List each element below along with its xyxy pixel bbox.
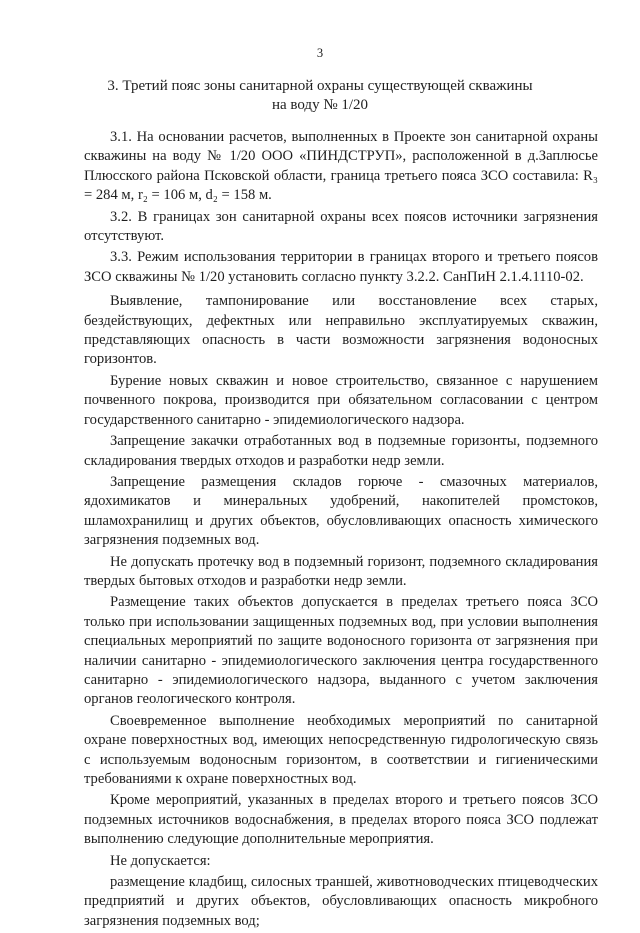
paragraph-surface-water: Своевременное выполнение необходимых мероприятий по санитарной охране поверхностных вод, имеющих непосредственную гидрологическую связь с используемым водоносным горизонтом, в соответствии и гигиеническими требованиями к охране поверхностных вод. bbox=[84, 712, 598, 787]
section-heading-line-1: 3. Третий пояс зоны санитарной охраны существующей скважины bbox=[107, 78, 533, 94]
paragraph-leak-prevention: Не допускать протечку вод в подземный горизонт, подземного складирования твердых бытовых отходов и разработки недр земли. bbox=[84, 553, 598, 589]
paragraph-storage-ban: Запрещение размещения складов горюче - смазочных материалов, ядохимикатов и минеральных удобрений, накопителей промстоков, шламохранилищ и других объектов, обусловливающих опасность химического загрязнения подземных вод. bbox=[84, 473, 598, 549]
page-number: 3 bbox=[316, 46, 324, 60]
paragraph-3-3: 3.3. Режим использования территории в границах второго и третьего поясов ЗСО скважины № 1/20 установить согласно пункту 3.2.2. СанПиН 2.1.4.1110-02. bbox=[84, 249, 598, 285]
paragraph-not-allowed: Не допускается: bbox=[110, 852, 211, 869]
paragraph-new-drilling: Бурение новых скважин и новое строительство, связанное с нарушением почвенного покрова, производится при обязательном согласовании с центром государственного санитарно - эпидемиологического надзора. bbox=[84, 372, 598, 428]
paragraph-injection-ban: Запрещение закачки отработанных вод в подземные горизонты, подземного складирования твердых отходов и разработки недр земли. bbox=[84, 433, 598, 469]
paragraph-additional-measures: Кроме мероприятий, указанных в пределах второго и третьего поясов ЗСО подземных источников водоснабжения, в пределах второго пояса ЗСО подлежат выполнению следующие дополнительные мероприятия. bbox=[84, 792, 598, 848]
section-heading bbox=[60, 77, 580, 115]
section-heading-line-2: на воду № 1/20 bbox=[271, 97, 369, 113]
paragraph-3-1: 3.1. На основании расчетов, выполненных в Проекте зон санитарной охраны скважины на воду № 1/20 ООО «ПИНДСТРУП», расположенной в д.Заплюсье Плюсского района Псковской области, граница третьего пояса ЗСО составила: R₃ = 284 м, r₂ = 106 м, d₂ = 158 м. bbox=[84, 129, 598, 204]
paragraph-cemeteries: размещение кладбищ, силосных траншей, животноводческих птицеводческих предприятий и других объектов, обусловливающих опасность микробного загрязнения подземных вод; bbox=[84, 874, 598, 929]
paragraph-placement-conditions: Размещение таких объектов допускается в пределах третьего пояса ЗСО только при использовании защищенных подземных вод, при условии выполнения специальных мероприятий по защите водоносного горизонта от загрязнения при наличии санитарно - эпидемиологического заключения центра государственного санитарно - эпидемиологического надзора, выданного с учетом заключения органов геологического контроля. bbox=[84, 594, 598, 708]
document-body bbox=[84, 128, 598, 933]
paragraph-wells-identification: Выявление, тампонирование или восстановление всех старых, бездействующих, дефектных или неправильно эксплуатируемых скважин, представляющих опасность в части возможности загрязнения водоносных горизонтов. bbox=[84, 293, 598, 368]
paragraph-3-2: 3.2. В границах зон санитарной охраны всех поясов источники загрязнения отсутствуют. bbox=[84, 208, 598, 245]
